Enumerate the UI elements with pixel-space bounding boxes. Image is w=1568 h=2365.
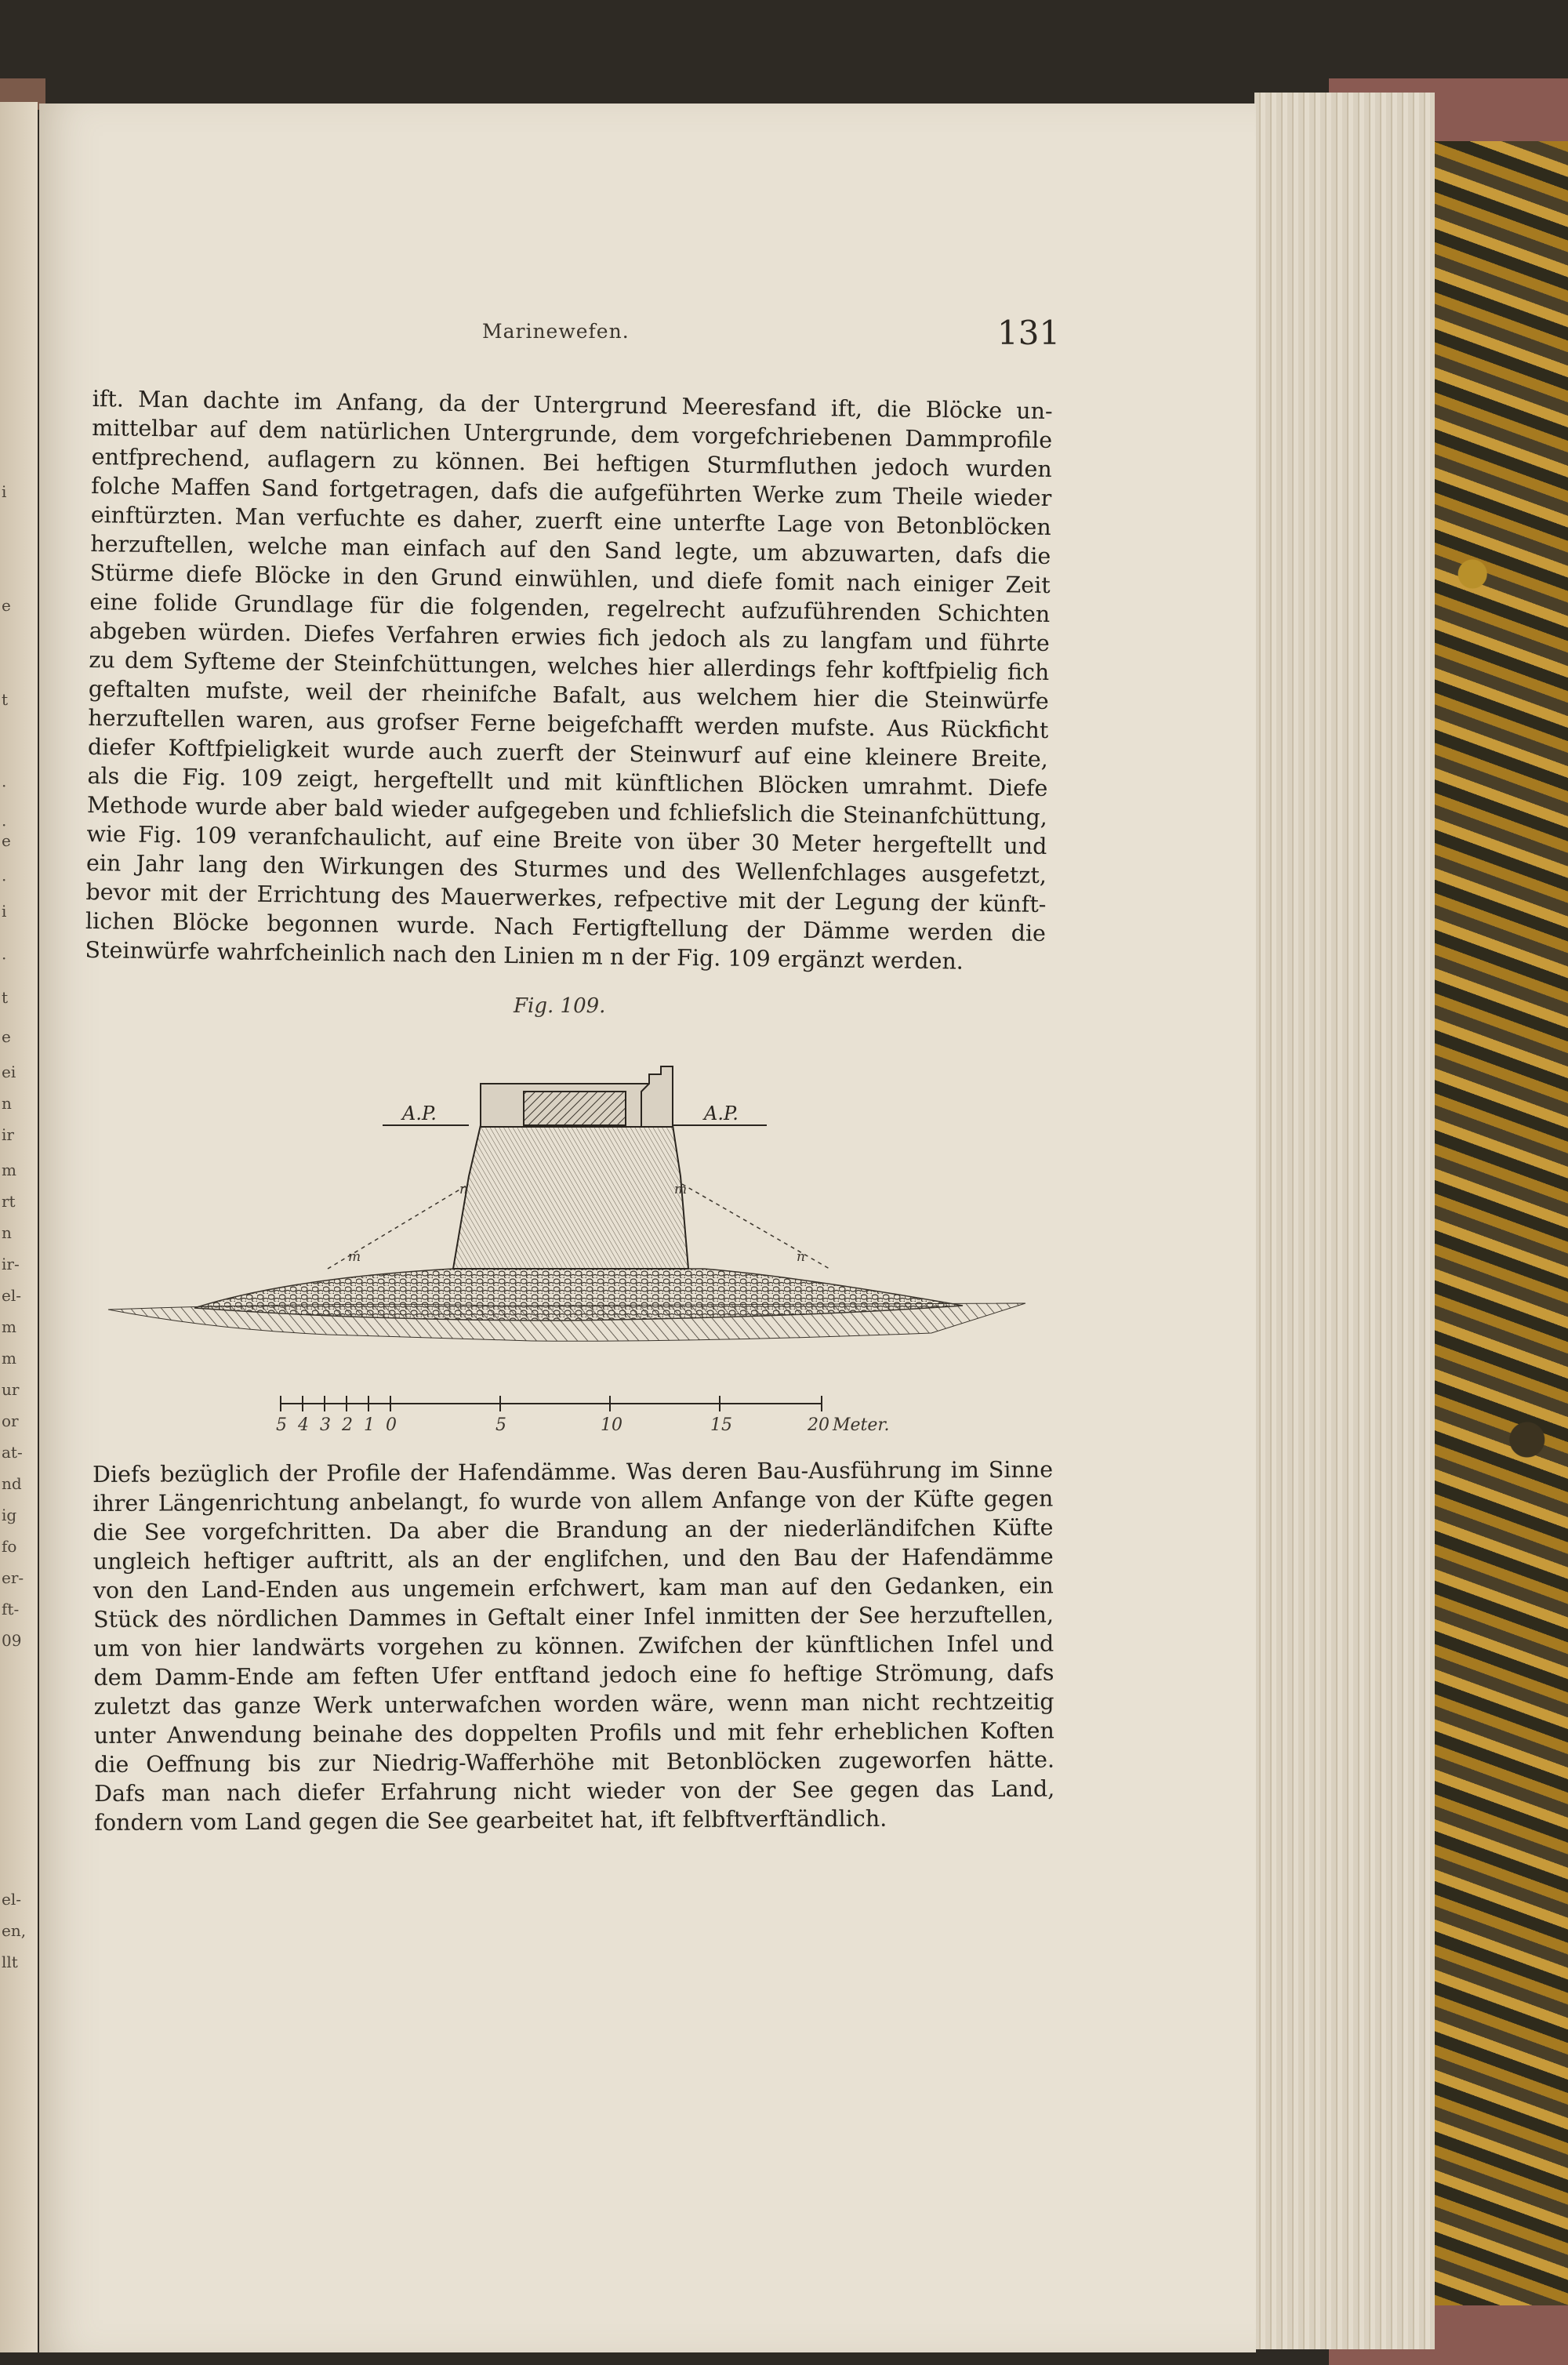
concrete-block — [524, 1092, 626, 1125]
text-line: zu dem Syfteme der Steinfchüttungen, welches hier allerdings fehr koftfpielig fich — [89, 646, 1050, 686]
left-page-fragment: n — [2, 1094, 12, 1113]
scale-num-5a: 5 — [276, 1415, 287, 1435]
running-title: Marinewefen. — [482, 320, 630, 343]
text-line: die Oeffnung bis zur Niedrig-Wafferhöhe mit Betonblöcken zugeworfen hätte. — [93, 1746, 1055, 1778]
left-page-fragment: e — [2, 596, 11, 615]
marbled-endpaper — [1432, 141, 1568, 2305]
text-line: fondern vom Land gegen die See gearbeitet hat, ift felbftverftändlich. — [94, 1805, 887, 1836]
left-page-fragment: 09 — [2, 1631, 22, 1650]
text-line: Dafs man nach diefer Erfahrung nicht wieder von der See gegen das Land, — [94, 1775, 1055, 1807]
text-line: mittelbar auf dem natürlichen Untergrunde, dem vorgefchriebenen Dammprofile — [92, 414, 1053, 454]
scale-num-0: 0 — [386, 1415, 397, 1435]
text-line: Methode wurde aber bald wieder aufgegeben und fchliefslich die Steinanfchüttung, — [86, 791, 1048, 830]
text-line: diefer Koftfpieligkeit wurde auch zuerft der Steinwurf auf eine kleinere Breite, — [87, 733, 1049, 772]
text-line: Diefs bezüglich der Profile der Hafendämme. Was deren Bau-Ausführung im Sinne — [93, 1456, 1054, 1488]
left-page-fragment: t — [2, 690, 9, 709]
text-line: ungleich heftiger auftritt, als an der englifchen, und den Bau der Hafendämme — [93, 1543, 1054, 1575]
scale-num-10: 10 — [601, 1415, 622, 1435]
left-page-fragment: er- — [2, 1568, 24, 1587]
text-line: Steinwürfe wahrfcheinlich nach den Linien m n der Fig. 109 ergänzt werden. — [85, 936, 964, 975]
text-line: bevor mit der Errichtung des Mauerwerkes, refpective mit der Legung der künft- — [85, 878, 1047, 917]
page-number: 131 — [997, 314, 1061, 352]
left-page-fragment: t — [2, 988, 9, 1007]
text-line: herzuftellen, welche man einfach auf den Sand legte, um abzuwarten, dafs die — [90, 530, 1051, 570]
text-line: geftalten mufste, weil der rheinifche Bafalt, aus welchem hier die Steinwürfe — [88, 675, 1050, 715]
left-page-fragment: ur — [2, 1380, 20, 1399]
page-edges — [1254, 93, 1435, 2349]
text-line: als die Fig. 109 zeigt, hergeftellt und mit künftlichen Blöcken umrahmt. Diefe — [87, 762, 1048, 801]
text-line: eine folide Grundlage für die folgenden, regelrecht aufzuführenden Schichten — [89, 588, 1051, 628]
text-line: ift. Man dachte im Anfang, da der Untergrund Meeresfand ift, die Blöcke un- — [92, 385, 1053, 425]
scale-bar — [276, 1396, 890, 1435]
left-page-fragment: · — [2, 776, 7, 795]
parapet — [641, 1066, 673, 1127]
left-page-fragment: ei — [2, 1063, 16, 1081]
mark-n-left: n — [459, 1182, 468, 1197]
left-page-fragment: m — [2, 1161, 16, 1179]
left-page-fragment: m — [2, 1317, 16, 1336]
scale-num-2: 2 — [342, 1415, 353, 1435]
left-page-fragment: · — [2, 949, 7, 968]
left-page-fragment: · — [2, 870, 7, 889]
scale-num-5b: 5 — [495, 1415, 506, 1435]
left-page-fragment: i — [2, 902, 7, 921]
text-line: abgeben würden. Diefes Verfahren erwies fich jedoch als zu langfam und führte — [89, 617, 1050, 657]
left-page-fragment: or — [2, 1411, 19, 1430]
text-line: Stück des nördlichen Dammes in Geftalt einer Infel inmitten der See herzuftellen, — [93, 1601, 1054, 1633]
left-page-fragment: m — [2, 1349, 16, 1368]
ap-label-left: A.P. — [402, 1103, 437, 1124]
mark-m-right: m — [674, 1182, 688, 1197]
scale-num-4: 4 — [298, 1415, 309, 1435]
scale-unit: Meter. — [833, 1415, 890, 1435]
left-page-fragment: n — [2, 1223, 12, 1242]
left-page-fragment: ir- — [2, 1255, 20, 1273]
left-page-fragment: en, — [2, 1921, 27, 1940]
left-page-fragment: ig — [2, 1506, 17, 1524]
left-page-fragment: el- — [2, 1286, 21, 1305]
text-line: herzuftellen waren, aus grofser Ferne beigefchafft werden mufste. Aus Rückficht — [88, 704, 1049, 743]
left-page-fragment: e — [2, 1027, 11, 1046]
text-line: um von hier landwärts vorgehen zu können. Zwifchen der künftlichen Infel und — [93, 1630, 1054, 1662]
mark-n-right: n — [797, 1249, 805, 1265]
text-line: von den Land-Enden aus ungemein erfchwert, kam man auf den Gedanken, ein — [93, 1572, 1054, 1604]
figure-caption: Fig. 109. — [514, 994, 606, 1018]
left-page-fragment: nd — [2, 1474, 22, 1493]
text-line: dem Damm-Ende am feften Ufer entftand jedoch eine fo heftige Strömung, dafs — [93, 1659, 1054, 1691]
text-line: wie Fig. 109 veranfchaulicht, auf eine Breite von über 30 Meter hergeftellt und — [86, 820, 1047, 859]
left-page-fragment: · — [2, 816, 7, 834]
mark-m-left: m — [348, 1249, 361, 1265]
line-mn-right — [682, 1184, 829, 1269]
left-page-fragment: ft- — [2, 1600, 20, 1618]
left-page-fragment: fo — [2, 1537, 17, 1556]
left-page-fragment: ir — [2, 1125, 14, 1144]
left-page-fragment: el- — [2, 1890, 21, 1909]
text-line: ihrer Längenrichtung anbelangt, fo wurde von allem Anfange von der Küfte gegen — [93, 1485, 1054, 1517]
paragraph-1 — [85, 384, 1053, 977]
left-page-fragment: llt — [2, 1953, 18, 1971]
text-line: folche Maffen Sand fortgetragen, dafs die aufgeführten Werke zum Theile wieder — [91, 472, 1052, 512]
left-page-fragment: at- — [2, 1443, 23, 1462]
figure-109-dam-profile — [93, 1019, 1065, 1459]
text-line: lichen Blöcke begonnen wurde. Nach Fertigftellung der Dämme werden die — [85, 907, 1047, 946]
left-page-fragment: rt — [2, 1192, 16, 1211]
text-line: die See vorgefchritten. Da aber die Brandung an der niederländifchen Küfte — [93, 1514, 1054, 1546]
text-line: entfprechend, auflagern zu können. Bei heftigen Sturmfluthen jedoch wurden — [91, 443, 1052, 483]
text-line: unter Anwendung beinahe des doppelten Profils und mit fehr erheblichen Koften — [93, 1717, 1054, 1749]
left-page-fragment: e — [2, 831, 11, 850]
scale-num-15: 15 — [710, 1415, 732, 1435]
text-line: Stürme diefe Blöcke in den Grund einwühlen, und diefe fomit nach einiger Zeit — [89, 559, 1051, 599]
left-page-fragment: i — [2, 482, 7, 501]
ap-label-right: A.P. — [704, 1103, 739, 1124]
text-line: zuletzt das ganze Werk unterwafchen worden wäre, wenn man nicht rechtzeitig — [93, 1688, 1054, 1720]
scale-num-3: 3 — [320, 1415, 331, 1435]
text-line: ein Jahr lang den Wirkungen des Sturmes und des Wellenfchlages ausgefetzt, — [85, 849, 1047, 888]
text-line: einftürzten. Man verfuchte es daher, zuerft eine unterfte Lage von Betonblöcken — [90, 501, 1051, 541]
paragraph-2 — [93, 1455, 1055, 1837]
dam-body — [453, 1125, 688, 1269]
scale-num-20: 20 — [808, 1415, 829, 1435]
rubble-mound — [194, 1269, 963, 1321]
scale-num-1: 1 — [364, 1415, 375, 1435]
left-page-margin — [0, 102, 38, 2352]
